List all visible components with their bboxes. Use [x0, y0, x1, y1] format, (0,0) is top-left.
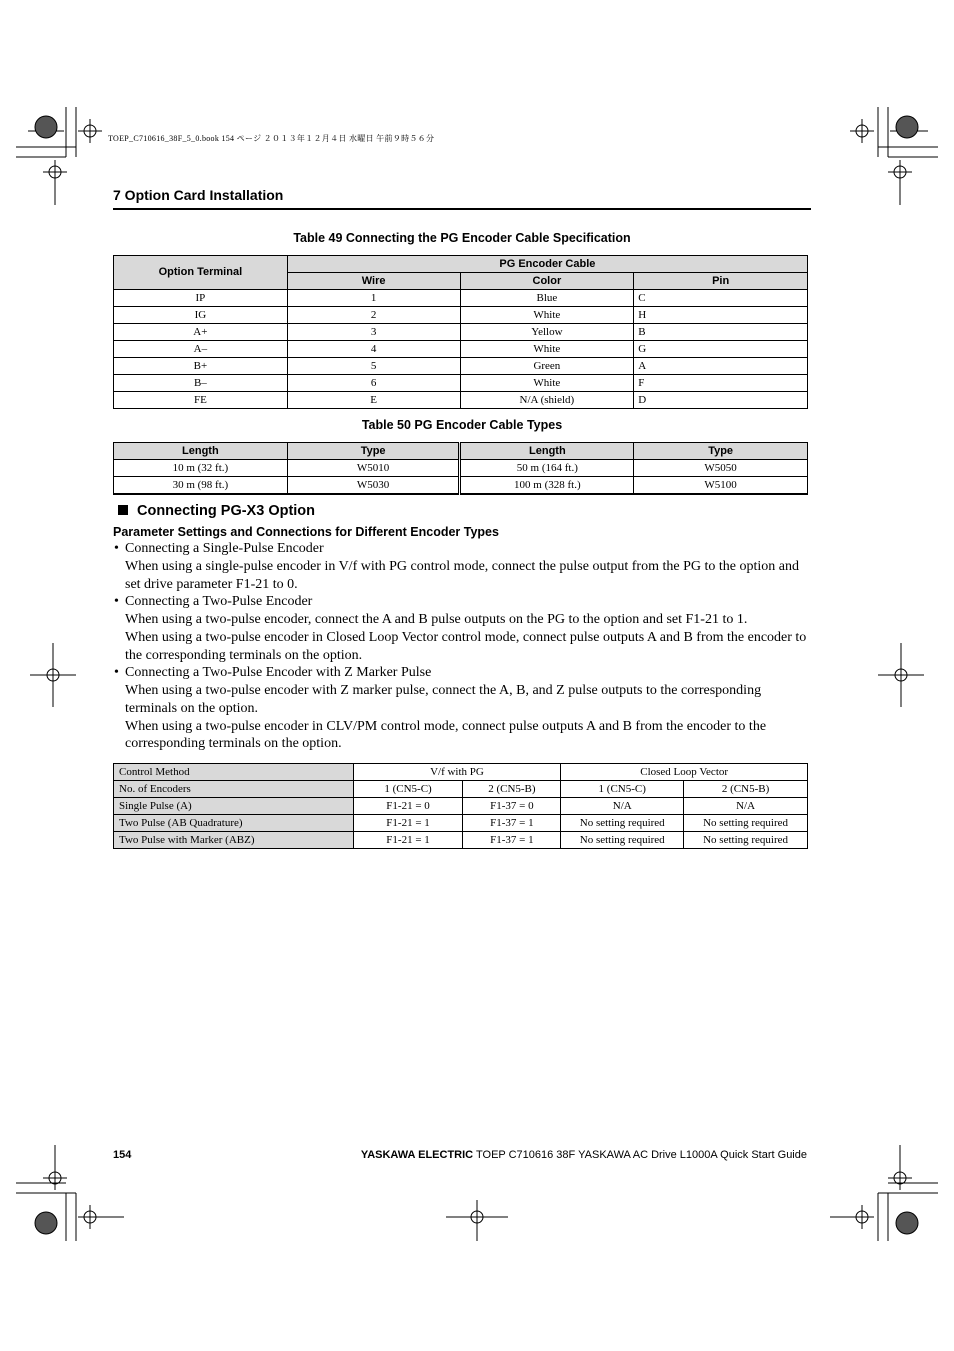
bullet-icon: •	[114, 594, 119, 609]
table-row	[114, 832, 808, 849]
table-row	[114, 392, 808, 409]
table-cell: 2 (CN5-B)	[463, 781, 561, 798]
table-row	[114, 781, 808, 798]
cell-wire: 3	[287, 324, 460, 341]
cell-wire: 2	[287, 307, 460, 324]
table50-caption: Table 50 PG Encoder Cable Types	[361, 418, 563, 432]
cell-length: 50 m (164 ft.)	[460, 460, 634, 477]
cell-type: W5050	[634, 460, 808, 477]
table-cell: 1 (CN5-C)	[353, 781, 463, 798]
bullet-title: Connecting a Two-Pulse Encoder with Z Marker Pulse	[125, 665, 432, 680]
table-row	[114, 358, 808, 375]
table-cell: No setting required	[561, 815, 684, 832]
header-wire: Wire	[287, 273, 460, 290]
header-vf-with-pg: V/f with PG	[353, 764, 561, 781]
cell-pin: F	[634, 375, 808, 392]
table-cell: No setting required	[684, 832, 808, 849]
header-pin: Pin	[634, 273, 808, 290]
table-cell: 2 (CN5-B)	[684, 781, 808, 798]
row-label: Two Pulse (AB Quadrature)	[114, 815, 354, 832]
subheading: Parameter Settings and Connections for Different Encoder Types	[113, 525, 499, 539]
table-row	[114, 341, 808, 358]
table-row	[114, 815, 808, 832]
header-control-method: Control Method	[114, 764, 354, 781]
footer-brand: YASKAWA ELECTRIC	[360, 1149, 474, 1161]
table-row	[114, 290, 808, 307]
cell-color: White	[460, 375, 634, 392]
paragraph: When using a two-pulse encoder in Closed Loop Vector control mode, connect pulse outputs A and B from the encoder to the corresponding terminals on the option.	[125, 630, 807, 663]
cell-pin: H	[634, 307, 808, 324]
table-row	[114, 307, 808, 324]
table-cell: F1-37 = 0	[463, 798, 561, 815]
cell-pin: D	[634, 392, 808, 409]
paragraph: When using a two-pulse encoder, connect the A and B pulse outputs on the PG to the option and set F1-21 to 1.	[125, 612, 748, 627]
bullet-title: Connecting a Single-Pulse Encoder	[125, 541, 324, 556]
cell-color: Yellow	[460, 324, 634, 341]
cell-type: W5010	[287, 460, 460, 477]
list-item	[113, 593, 811, 611]
table-row	[114, 477, 808, 495]
paragraph: When using a two-pulse encoder with Z marker pulse, connect the A, B, and Z pulse outputs to the corresponding terminals on the option.	[125, 683, 762, 716]
table-cell: No setting required	[561, 832, 684, 849]
cell-color: Green	[460, 358, 634, 375]
table49	[113, 255, 808, 409]
table-cell: F1-21 = 1	[353, 832, 463, 849]
footer-doc-info	[361, 1149, 807, 1161]
header-option-terminal: Option Terminal	[114, 256, 288, 290]
list-item	[113, 540, 811, 558]
page-number: 154	[113, 1149, 132, 1161]
cell-pin: G	[634, 341, 808, 358]
body-text	[113, 540, 811, 753]
table-cell: No setting required	[684, 815, 808, 832]
control-method-table	[113, 763, 808, 849]
cell-terminal: B–	[114, 375, 288, 392]
header-rule	[113, 208, 811, 210]
cell-length: 10 m (32 ft.)	[114, 460, 288, 477]
book-info: TOEP_C710616_38F_5_0.book 154 ページ ２０１３年１２月４日 水曜日 午前９時５６分	[108, 134, 435, 143]
cell-wire: 6	[287, 375, 460, 392]
header-type: Type	[287, 443, 460, 460]
cell-type: W5100	[634, 477, 808, 495]
table-cell: N/A	[684, 798, 808, 815]
bullet-title: Connecting a Two-Pulse Encoder	[125, 594, 313, 609]
paragraph: When using a two-pulse encoder in CLV/PM control mode, connect pulse outputs A and B from the encoder to the corresponding terminals on the option.	[125, 718, 767, 751]
table-row	[114, 375, 808, 392]
table-cell: F1-21 = 0	[353, 798, 463, 815]
cell-pin: A	[634, 358, 808, 375]
table49-caption: Table 49 Connecting the PG Encoder Cable Specification	[293, 231, 631, 245]
cell-terminal: IP	[114, 290, 288, 307]
cell-wire: 5	[287, 358, 460, 375]
table50	[113, 442, 808, 495]
table-row	[114, 324, 808, 341]
table-row	[114, 460, 808, 477]
table-cell: F1-37 = 1	[463, 832, 561, 849]
paragraph: When using a single-pulse encoder in V/f with PG control mode, connect the pulse output from the PG to the option and set drive parameter F1-21 to 0.	[125, 559, 799, 592]
square-bullet-icon	[118, 505, 128, 515]
cell-terminal: FE	[114, 392, 288, 409]
cell-pin: C	[634, 290, 808, 307]
cell-wire: 4	[287, 341, 460, 358]
list-item	[113, 664, 811, 682]
cell-color: White	[460, 307, 634, 324]
cell-color: White	[460, 341, 634, 358]
cell-pin: B	[634, 324, 808, 341]
row-label: Two Pulse with Marker (ABZ)	[114, 832, 354, 849]
cell-wire: E	[287, 392, 460, 409]
cell-length: 100 m (328 ft.)	[460, 477, 634, 495]
table-cell: F1-21 = 1	[353, 815, 463, 832]
cell-terminal: IG	[114, 307, 288, 324]
section-header: 7 Option Card Installation	[113, 187, 284, 203]
table-cell: N/A	[561, 798, 684, 815]
footer-doc-title: TOEP C710616 38F YASKAWA AC Drive L1000A Quick Start Guide	[473, 1149, 807, 1161]
subsection-title-text: Connecting PG-X3 Option	[137, 503, 316, 519]
bullet-icon: •	[114, 541, 119, 556]
row-label: No. of Encoders	[114, 781, 354, 798]
header-length: Length	[460, 443, 634, 460]
header-length: Length	[114, 443, 288, 460]
header-closed-loop-vector: Closed Loop Vector	[561, 764, 808, 781]
row-label: Single Pulse (A)	[114, 798, 354, 815]
cell-terminal: A+	[114, 324, 288, 341]
header-pg-encoder-cable: PG Encoder Cable	[287, 256, 807, 273]
cell-color: Blue	[460, 290, 634, 307]
cell-length: 30 m (98 ft.)	[114, 477, 288, 495]
cell-terminal: A–	[114, 341, 288, 358]
bullet-icon: •	[114, 665, 119, 680]
cell-wire: 1	[287, 290, 460, 307]
header-color: Color	[460, 273, 634, 290]
subsection-title	[118, 503, 315, 519]
cell-color: N/A (shield)	[460, 392, 634, 409]
header-type: Type	[634, 443, 808, 460]
table-cell: 1 (CN5-C)	[561, 781, 684, 798]
table-row	[114, 798, 808, 815]
cell-type: W5030	[287, 477, 460, 495]
cell-terminal: B+	[114, 358, 288, 375]
table-cell: F1-37 = 1	[463, 815, 561, 832]
